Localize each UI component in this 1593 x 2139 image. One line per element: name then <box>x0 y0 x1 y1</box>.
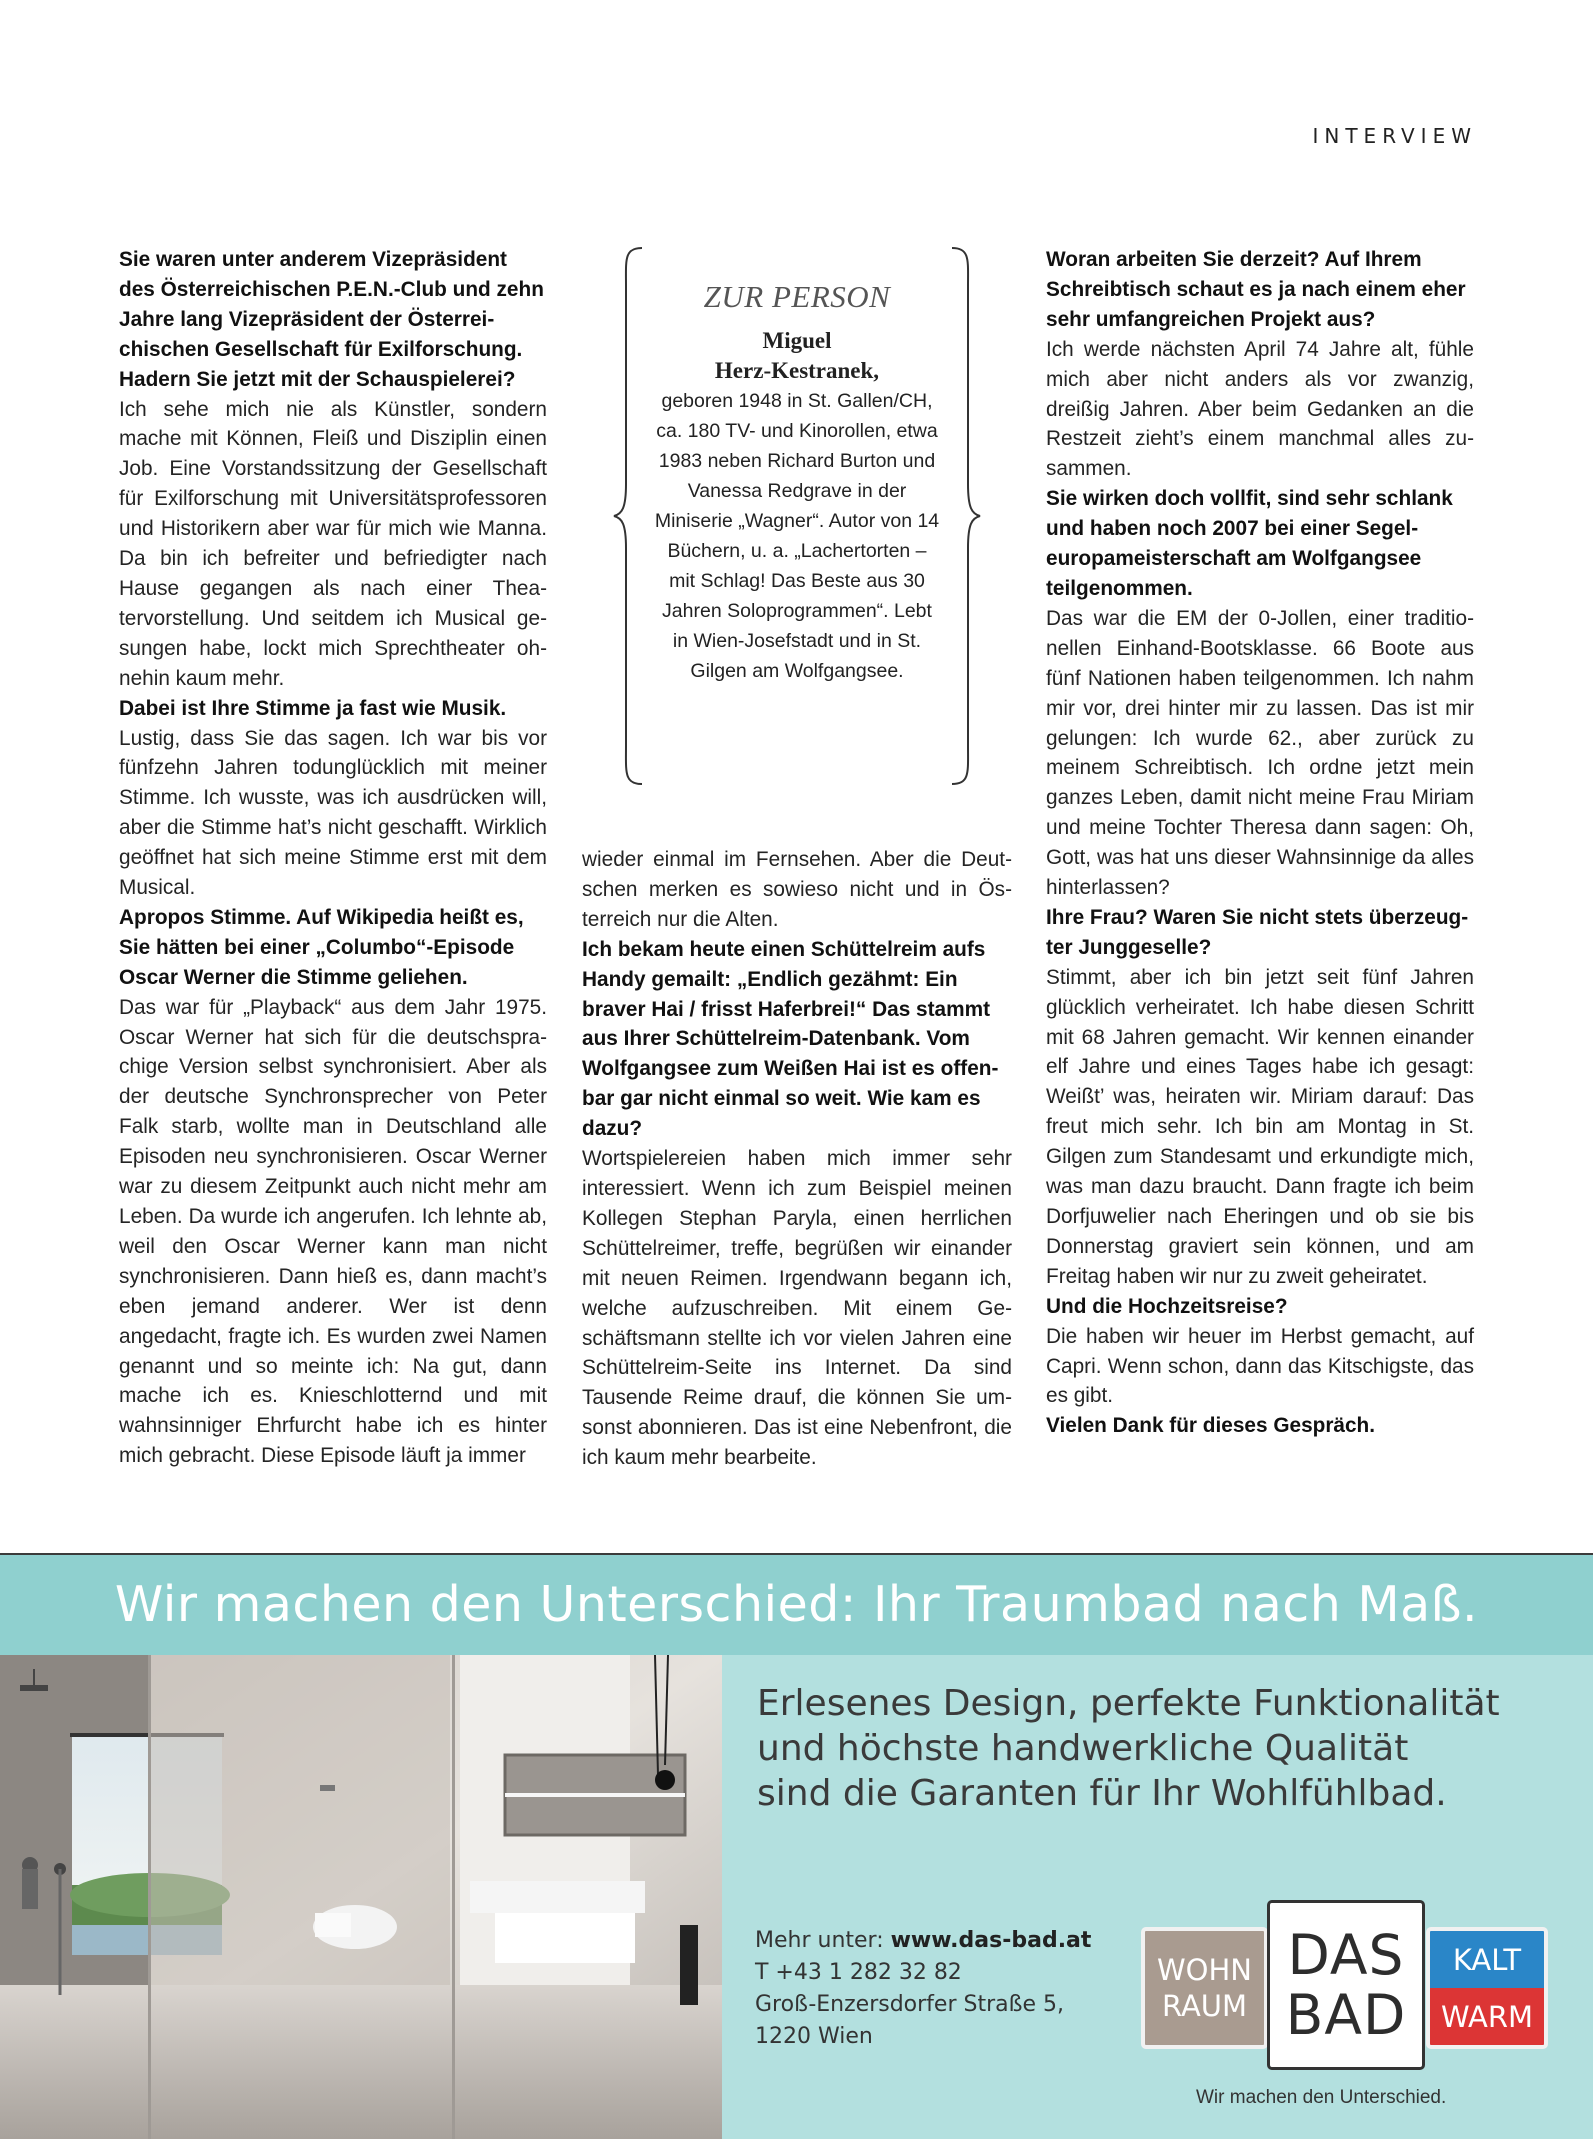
logo-kaltwarm <box>1426 1927 1548 2049</box>
logo-kalt-text: KALT <box>1430 1931 1544 1988</box>
tagline-line: sind die Garanten für Ihr Wohlfühlbad. <box>757 1773 1447 1814</box>
interview-question: Sie waren unter anderem Vizepräsident des Österreichischen P.E.N.-Club und zehn Jahre lang Vizepräsident der Österreichischen Gesellschaft für Exilforschung. Hadern Sie jetzt mit der Schauspielerei? <box>119 248 544 391</box>
interview-question: Und die Hochzeitsreise? <box>1046 1294 1288 1318</box>
contact-prefix: Mehr unter: <box>755 1928 891 1953</box>
interview-question: Woran arbeiten Sie derzeit? Auf Ihrem Schreibtisch schaut es ja nach einem eher sehr umfangreichen Projekt aus? <box>1046 248 1466 331</box>
logo-das-text: DAS <box>1287 1923 1405 1987</box>
article-column-2 <box>582 845 1012 1473</box>
ad-contact <box>755 1925 1091 2053</box>
tagline-line: Erlesenes Design, perfekte Funktionalität <box>757 1683 1500 1724</box>
interview-answer: Lustig, dass Sie das sagen. Ich war bis vor fünfzehn Jahren todunglücklich mit meiner Stimme. Ich wusste, was ich ausdrücken will, aber die Stimme hat’s nicht geschafft. Wirklich geöffnet hat sich meine Stimme erst mit dem Musical. <box>119 726 547 900</box>
person-bio: geboren 1948 in St. Gallen/CH, ca. 180 TV- und Kinorollen, etwa 1983 neben Richard Burton und Vanessa Redgrave in der Miniserie „Wagner“. Autor von 14 Büchern, u. a. „Lachertorten – mit Schlag! Das Beste aus 30 Jahren Soloprogrammen“. Lebt in Wien-Josefstadt und in St. Gilgen am Wolfgangsee. <box>654 390 940 682</box>
interview-question: Ich bekam heute einen Schüttelreim aufs Handy gemailt: „Endlich gezähmt: Ein braver Hai / frisst Haferbrei!“ Das stammt aus Ihrer Schüttelreim-Datenbank. Vom Wolfgangsee zum Weißen Hai ist es offenbar gar nicht einmal so weit. Wie kam es dazu? <box>582 937 999 1141</box>
infobox-title: ZUR PERSON <box>703 279 891 314</box>
person-infobox <box>612 246 982 786</box>
interview-question: Ihre Frau? Waren Sie nicht stets überzeugter Junggeselle? <box>1046 905 1469 959</box>
left-brace-icon <box>612 246 646 786</box>
interview-question: Dabei ist Ihre Stimme ja fast wie Musik. <box>119 696 507 720</box>
interview-answer: Das war für „Playback“ aus dem Jahr 1975. Oscar Werner hat sich für die deutschsprachige Version selbst synchronisiert. Aber als der deutsche Synchronsprecher von Peter Falk starb, wollte man in Deutschland alle Episoden neu synchronisieren. Oscar Werner war zu diesem Zeitpunkt auch nicht mehr am Leben. Da wurde ich angerufen. Ich lehnte ab, weil den Oscar Werner kann man nicht synchronisieren. Dann hieß es, dann macht’s eben jemand anderer. Wer ist denn angedacht, fragte ich. Es wurden zwei Namen genannt und so meinte ich: Na gut, dann mache ich es. Knieschlotternd und mit wahnsinniger Ehrfurcht habe ich es hinter mich gebracht. Diese Episode läuft ja immer <box>119 995 547 1468</box>
website-link[interactable]: www.das-bad.at <box>890 1928 1092 1953</box>
ad-slogan: Wir machen den Unterschied. <box>1196 2087 1447 2108</box>
ad-headline: Wir machen den Unterschied: Ihr Traumbad nach Maß. <box>114 1576 1479 1633</box>
interview-question: Apropos Stimme. Auf Wikipedia heißt es, Sie hätten bei einer „Columbo“-Episode Oscar Werner die Stimme geliehen. <box>119 905 524 989</box>
bathroom-photo <box>0 1655 722 2139</box>
section-label: INTERVIEW <box>1312 124 1477 148</box>
right-brace-icon <box>948 246 982 786</box>
article-column-3 <box>1046 245 1474 1441</box>
logo-warm-text: WARM <box>1430 1988 1544 2045</box>
article-column-1 <box>119 245 547 1471</box>
street-address: Groß-Enzersdorfer Straße 5, <box>755 1992 1064 2017</box>
logo-das-bad <box>1267 1900 1425 2070</box>
advertisement <box>0 1553 1593 2139</box>
interview-question: Vielen Dank für dieses Gespräch. <box>1046 1414 1376 1438</box>
ad-tagline <box>757 1681 1557 1816</box>
interview-answer: Das war die EM der 0-Jollen, einer traditionellen Einhand-Bootsklasse. 66 Boote aus fünf Nationen haben teilgenommen. Ich nahm mir vor, drei hinter mir zu lassen. Das ist mir gelungen: Ich wurde 62., aber zurück zu meinem Schreibtisch. Ich ordne jetzt mein ganzes Leben, damit nicht meine Frau Miriam und meine Tochter Theresa dann sagen: Oh, Gott, was hat uns dieser Wahnsinnige da alles hinterlassen? <box>1046 606 1474 900</box>
bathroom-illustration <box>0 1655 722 2139</box>
city-address: 1220 Wien <box>755 2024 873 2049</box>
logo-raum-text: RAUM <box>1161 1989 1248 2023</box>
logo-wohn-text: WOHN <box>1156 1953 1252 1987</box>
interview-answer: wieder einmal im Fernsehen. Aber die Deutschen merken es sowieso nicht und in Österreich nur die Alten. <box>582 848 1012 931</box>
interview-answer: Wortspielereien haben mich immer sehr interessiert. Wenn ich zum Beispiel meinen Kollegen Stephan Paryla, einen herrlichen Schüttelreimer, treffe, begrüßen wir einander mit neuen Reimen. Irgendwann begann ich, welche aufzuschreiben. Mit einem Geschäftsmann stellte ich vor vielen Jahren eine Schüttelreim-Seite ins Internet. Da sind Tausende Reime drauf, die können Sie umsonst abonnieren. Das ist eine Nebenfront, die ich kaum mehr bearbeite. <box>582 1147 1012 1470</box>
interview-answer: Ich sehe mich nie als Künstler, sondern mache mit Können, Fleiß und Disziplin einen Job. Eine Vorstandssitzung der Gesellschaft für Exilforschung mit Universitätsprofessoren und Historikern aber war für mich wie Manna. Da bin ich befreiter und befriedigter nach Hause gegangen als nach einer Theatervorstellung. Und seitdem ich Musical gesungen habe, lockt mich Sprechtheater ohnehin kaum mehr. <box>119 397 547 690</box>
person-name-first: Miguel <box>762 328 832 353</box>
logo-wohnraum <box>1141 1927 1268 2049</box>
interview-answer: Ich werde nächsten April 74 Jahre alt, fühle mich aber nicht anders als vor zwanzig, dreißig Jahren. Aber beim Gedanken an die Restzeit zieht’s einem manchmal alles zusammen. <box>1046 337 1474 481</box>
person-name-last: Herz-Kestranek, <box>714 358 880 383</box>
interview-question: Sie wirken doch vollfit, sind sehr schlank und haben noch 2007 bei einer Segeleuropameisterschaft am Wolfgangsee teilgenommen. <box>1046 487 1453 600</box>
interview-answer: Die haben wir heuer im Herbst gemacht, auf Capri. Wenn schon, dann das Kitschigste, das es gibt. <box>1046 1324 1474 1408</box>
tagline-line: und höchste handwerkliche Qualität <box>757 1728 1409 1769</box>
logo-bad-text: BAD <box>1285 1983 1407 2047</box>
phone-number: T +43 1 282 32 82 <box>755 1960 962 1985</box>
interview-answer: Stimmt, aber ich bin jetzt seit fünf Jahren glücklich verheiratet. Ich habe diesen Schritt mit 68 Jahren gemacht. Wir kennen einander elf Jahre und eines Tages habe ich gesagt: Weißt’ was, heiraten wir. Miriam darauf: Das freut mich sehr. Ich bin am Montag in St. Gilgen zum Standesamt und erkundigte mich, was man dazu braucht. Dann fragte ich beim Dorfjuwelier nach Eheringen und ob sie bis Donnerstag graviert sein können, und am Freitag haben wir nur zu zweit geheiratet. <box>1046 965 1474 1288</box>
